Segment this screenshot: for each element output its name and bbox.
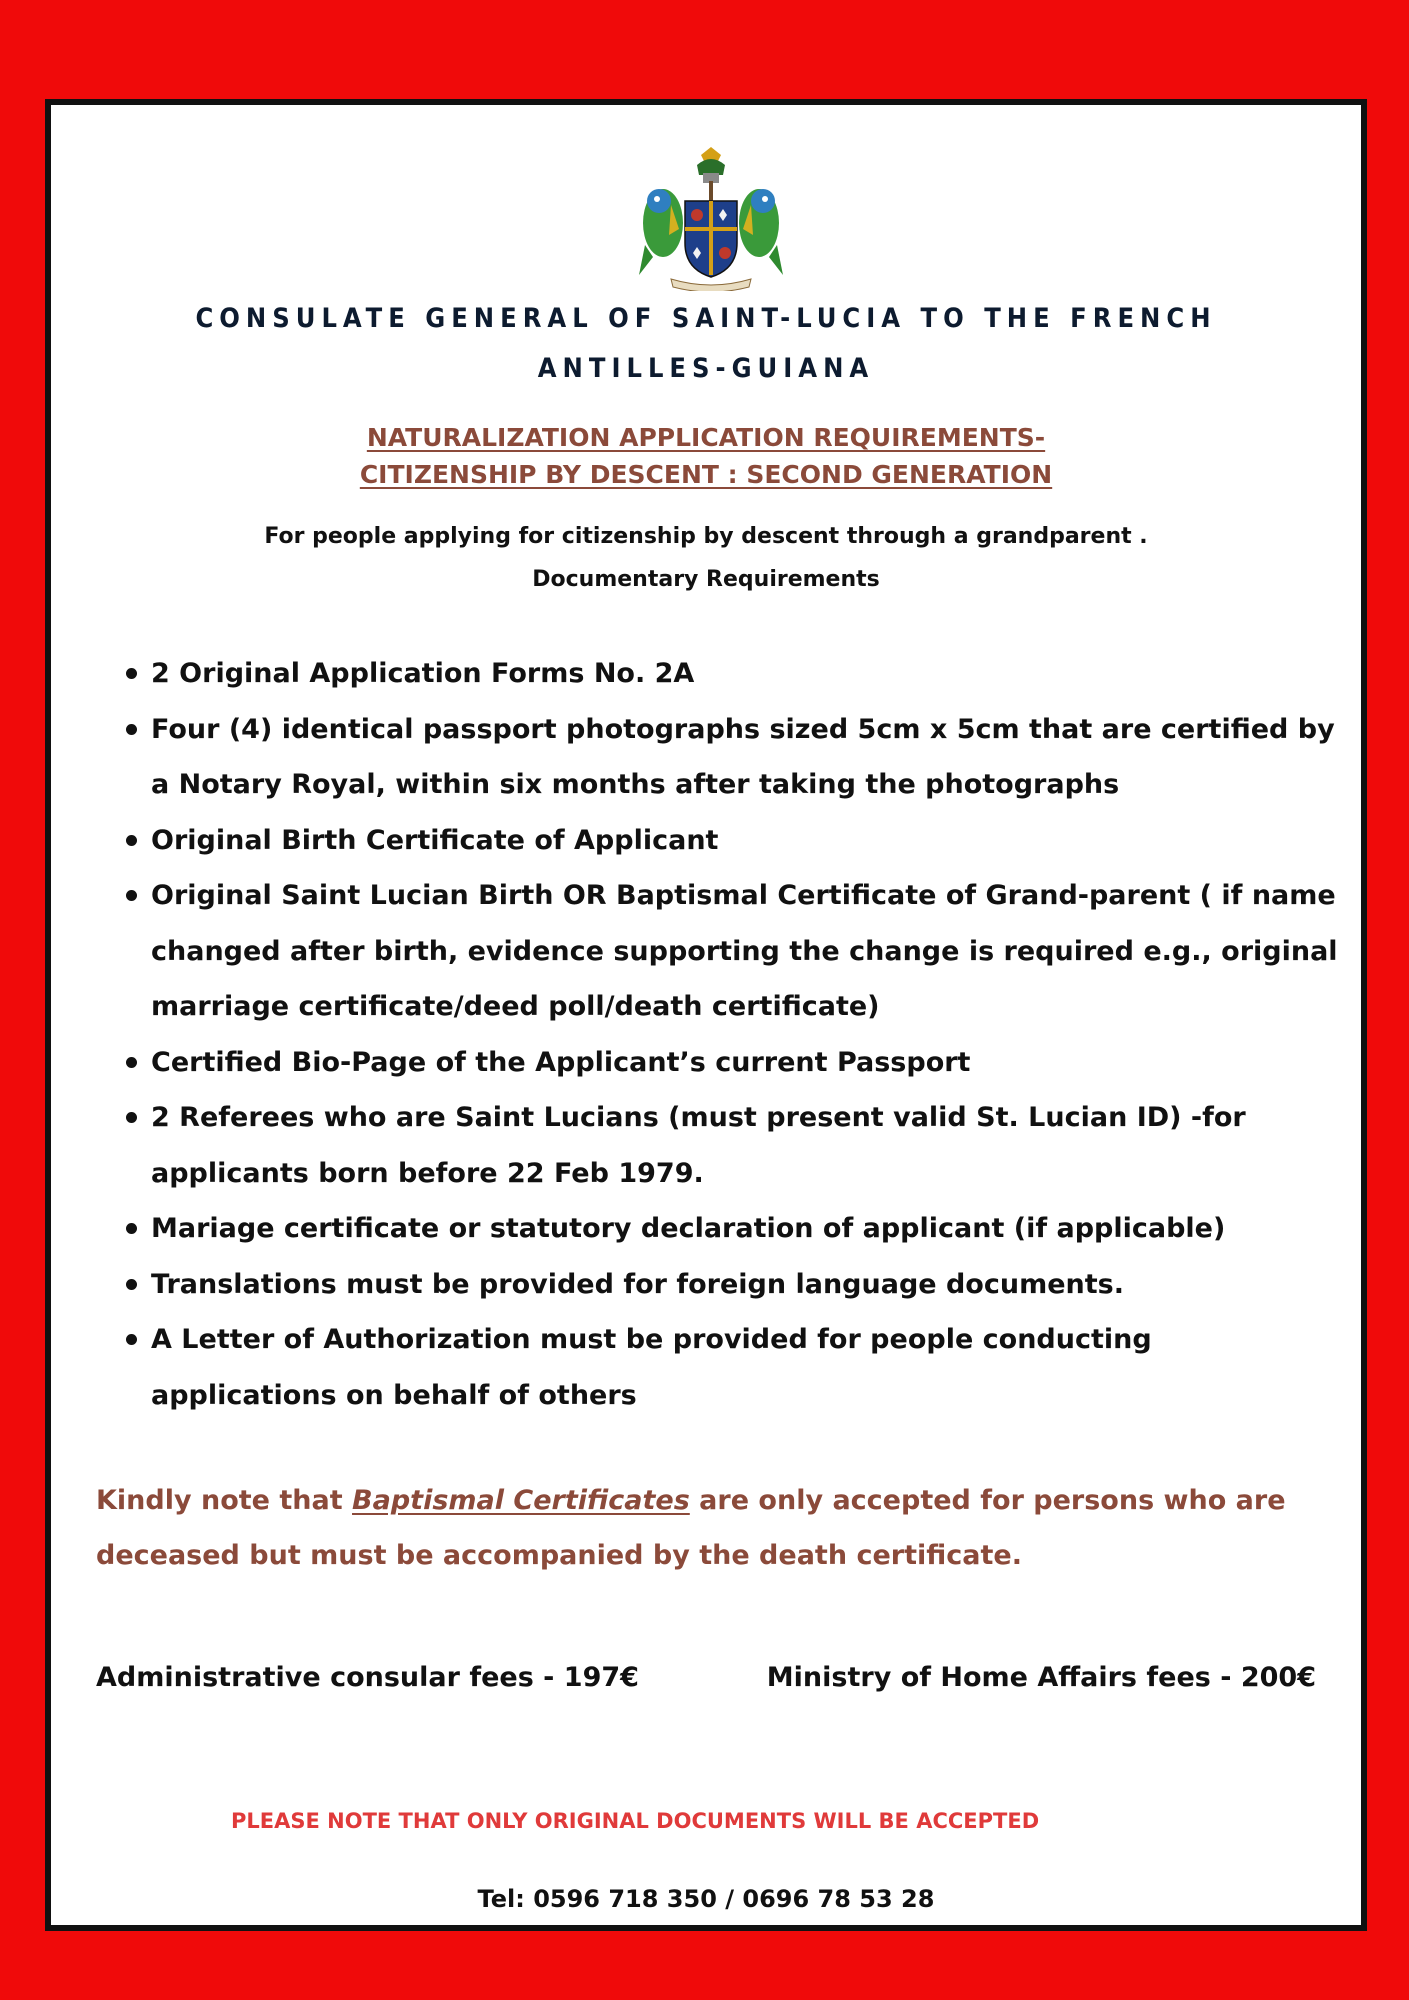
intro-text: For people applying for citizenship by descent through a grandparent . xyxy=(264,524,1148,549)
bullet-icon xyxy=(126,668,137,679)
requirement-item: Four (4) identical passport photographs sized 5cm x 5cm that are certified by a Notary Royal, within six months after taking the photographs xyxy=(151,702,1341,813)
saint-lucia-coat-of-arms-icon xyxy=(631,145,791,291)
baptismal-certificate-note: Kindly note that Baptismal Certificates are only accepted for persons who are deceased but must be accompanied by the death certificate. xyxy=(96,1485,1286,1571)
consulate-title-line-1: CONSULATE GENERAL OF SAINT-LUCIA TO THE FRENCH xyxy=(195,303,1217,334)
bullet-icon xyxy=(126,835,137,846)
ministry-fee: Ministry of Home Affairs fees - 200€ xyxy=(766,1662,1316,1693)
consular-fee: Administrative consular fees - 197€ xyxy=(96,1662,639,1693)
note-emphasis: Baptismal Certificates xyxy=(352,1485,690,1516)
requirements-list xyxy=(151,646,1341,1423)
bullet-icon xyxy=(126,724,137,735)
requirement-item: Original Saint Lucian Birth OR Baptismal Certificate of Grand-parent ( if name changed after birth, evidence supporting the change is required e.g., original marriage certificate/deed poll/death certificate) xyxy=(151,868,1341,1035)
requirement-item: Translations must be provided for foreign language documents. xyxy=(151,1257,1341,1313)
document-subtitle-line-1: NATURALIZATION APPLICATION REQUIREMENTS- xyxy=(366,423,1046,452)
section-heading: Documentary Requirements xyxy=(532,567,880,592)
bullet-icon xyxy=(126,890,137,901)
requirement-item: 2 Original Application Forms No. 2A xyxy=(151,646,1341,702)
requirement-item: A Letter of Authorization must be provided for people conducting applications on behalf of others xyxy=(151,1312,1341,1423)
bullet-icon xyxy=(126,1223,137,1234)
requirement-item: Certified Bio-Page of the Applicant’s current Passport xyxy=(151,1035,1341,1091)
consulate-title-line-2: ANTILLES-GUIANA xyxy=(537,353,875,384)
bullet-icon xyxy=(126,1279,137,1290)
requirement-item: Original Birth Certificate of Applicant xyxy=(151,813,1341,869)
document-sheet xyxy=(45,99,1367,1931)
requirement-item: Mariage certificate or statutory declaration of applicant (if applicable) xyxy=(151,1201,1341,1257)
contact-phone: Tel: 0596 718 350 / 0696 78 53 28 xyxy=(477,1885,935,1913)
requirement-item: 2 Referees who are Saint Lucians (must present valid St. Lucian ID) -for applicants born before 22 Feb 1979. xyxy=(151,1090,1341,1201)
bullet-icon xyxy=(126,1112,137,1123)
bullet-icon xyxy=(126,1334,137,1345)
document-subtitle-line-2: CITIZENSHIP BY DESCENT : SECOND GENERATION xyxy=(359,460,1053,489)
bullet-icon xyxy=(126,1057,137,1068)
original-documents-warning: PLEASE NOTE THAT ONLY ORIGINAL DOCUMENTS WILL BE ACCEPTED xyxy=(231,1809,1040,1833)
